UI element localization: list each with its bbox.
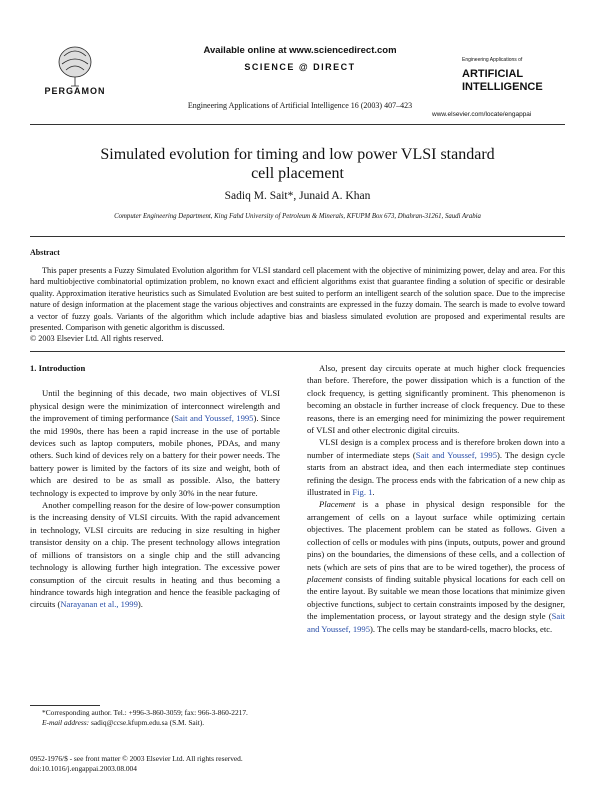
journal-title-line1: ARTIFICIAL bbox=[462, 68, 524, 80]
available-online: Available online at www.sciencedirect.com bbox=[203, 45, 397, 56]
abstract-text: This paper presents a Fuzzy Simulated Evolution algorithm for VLSI standard cell placement with the objective of minimizing power, delay and area. For this hard multiobjective combinatorial optimization problem, no known exact and efficient algorithms exist that guarantee finding a solution of specific or desirable quality. Approximation iterative heuristics such as Simulated Evolution are best suited to perform an intelligent search of the solution space. Due to the imprecise nature of design information at the placement stage the various objectives and constraints are expressed in the fuzzy domain. The search is made to evolve toward a vector of fuzzy goals. Variants of the algorithm which include adaptive bias and biasless simulated evolution are proposed and experimental results are presented. Comparison with genetic algorithm is discussed. bbox=[30, 266, 565, 333]
abstract-body bbox=[30, 265, 565, 345]
abstract-rule bbox=[30, 351, 565, 352]
issn-line: 0952-1976/$ - see front matter © 2003 Elsevier Ltd. All rights reserved. bbox=[30, 754, 243, 763]
email-line: E-mail address: sadiq@ccse.kfupm.edu.sa (S.M. Sait). bbox=[42, 718, 205, 727]
abstract-copyright: © 2003 Elsevier Ltd. All rights reserved. bbox=[30, 334, 164, 344]
paragraph-5: Placement is a phase in physical design responsible for the arrangement of cells on a layout surface while optimizing certain objectives. The placement problem can be stated as follows. Given a collection of cells or modules with pins (inputs, outputs, power and ground pins) on the boundaries, the dimensions of these cells, and a collection of nets (which are sets of pins that are to be wired together), the process of placement consists of finding suitable physical locations for each cell on the entire layout. By suitable we mean those locations that minimize given objective functions, subject to certain constraints imposed by the designer, the implementation process, or layout strategy and the design style (Sait and Youssef, 1995). The cells may be standard-cells, macro blocks, etc. bbox=[307, 499, 566, 634]
footnote bbox=[30, 708, 280, 728]
title-line2: cell placement bbox=[251, 165, 344, 182]
paragraph-4: VLSI design is a complex process and is therefore broken down into a number of intermediate steps (Sait and Youssef, 1995). The design cycle starts from an abstract idea, and then each intermediate step continues refining the design. The process ends with the fabrication of a new chip as illustrated in Fig. 1. bbox=[307, 437, 565, 498]
journal-url: www.elsevier.com/locate/engappai bbox=[432, 111, 532, 118]
doi-line: doi:10.1016/j.engappai.2003.08.004 bbox=[30, 764, 137, 773]
section-heading: 1. Introduction bbox=[30, 363, 86, 373]
title-line1: Simulated evolution for timing and low power VLSI standard bbox=[100, 146, 495, 163]
journal-small-title: Engineering Applications of bbox=[462, 57, 523, 63]
corresponding-author: *Corresponding author. Tel.: +996-3-860-3059; fax: 966-3-860-2217. bbox=[42, 708, 248, 717]
figure-link[interactable]: Fig. 1 bbox=[352, 487, 373, 498]
right-column bbox=[307, 362, 565, 635]
journal-logo bbox=[462, 57, 572, 94]
journal-reference: Engineering Applications of Artificial Intelligence 16 (2003) 407–423 bbox=[187, 101, 413, 110]
authors: Sadiq M. Sait*, Junaid A. Khan bbox=[224, 190, 371, 202]
header-rule bbox=[30, 124, 565, 125]
paper-title bbox=[40, 145, 555, 183]
citation-link[interactable]: Narayanan et al., 1999 bbox=[60, 599, 138, 610]
citation-link[interactable]: Sait and Youssef, 1995 bbox=[174, 413, 254, 424]
sciencedirect-logo: SCIENCE @ DIRECT bbox=[244, 62, 356, 72]
citation-link[interactable]: Sait and Youssef, 1995 bbox=[415, 449, 497, 460]
publisher-logo bbox=[44, 42, 106, 94]
citation-link[interactable]: Sait and Youssef, 1995 bbox=[307, 611, 565, 634]
paragraph-3: Also, present day circuits operate at much higher clock frequencies than before. Therefore, the power dissipation which is a function of the clock frequency, is getting significantly prominent. This phenomenon is becoming an obstacle in further increase of clock frequency. Due to these reasons, there is an emerging need for minimizing the power requirement of VLSI and other electronic digital circuits. bbox=[307, 363, 565, 436]
title-rule bbox=[30, 236, 565, 237]
left-column bbox=[30, 362, 280, 611]
paragraph-1: Until the beginning of this decade, two main objectives of VLSI physical design were the minimization of interconnect wirelength and the improvement of timing performance (Sait and Youssef, 1995). Since the mid 1990s, there has been a rapid increase in the use of portable devices such as laptop computers, mobile phones, PDAs, and many others. Such kind of devices rely on a battery for their power needs. The battery power is limited by the factors of its size and weight, both of which are desired to be as small as possible. Also, the battery technology is expected to improve by only 30% in the near future. bbox=[30, 388, 280, 498]
publisher-name: PERGAMON bbox=[44, 86, 106, 96]
footnote-rule bbox=[30, 705, 100, 706]
paragraph-2: Another compelling reason for the desire of low-power consumption is the increasing density of VLSI circuits. With the rapid advancement in technology, VLSI circuits are reducing in size resulting in higher transistor density on a chip. The present technology allows integration of millions of transistors on a single chip and the still advancing technology is allowing further high integration. The excessive power consumption of the circuit results in heating and thus becoming a hindrance towards high integration and hence the feasible packaging of circuits (Narayanan et al., 1999). bbox=[30, 500, 280, 610]
affiliation: Computer Engineering Department, King Fahd University of Petroleum & Minerals, KFUPM Box 673, Dhahran-31261, Saudi Arabia bbox=[114, 213, 481, 220]
journal-title-line2: INTELLIGENCE bbox=[462, 81, 543, 93]
abstract-heading: Abstract bbox=[30, 248, 60, 257]
